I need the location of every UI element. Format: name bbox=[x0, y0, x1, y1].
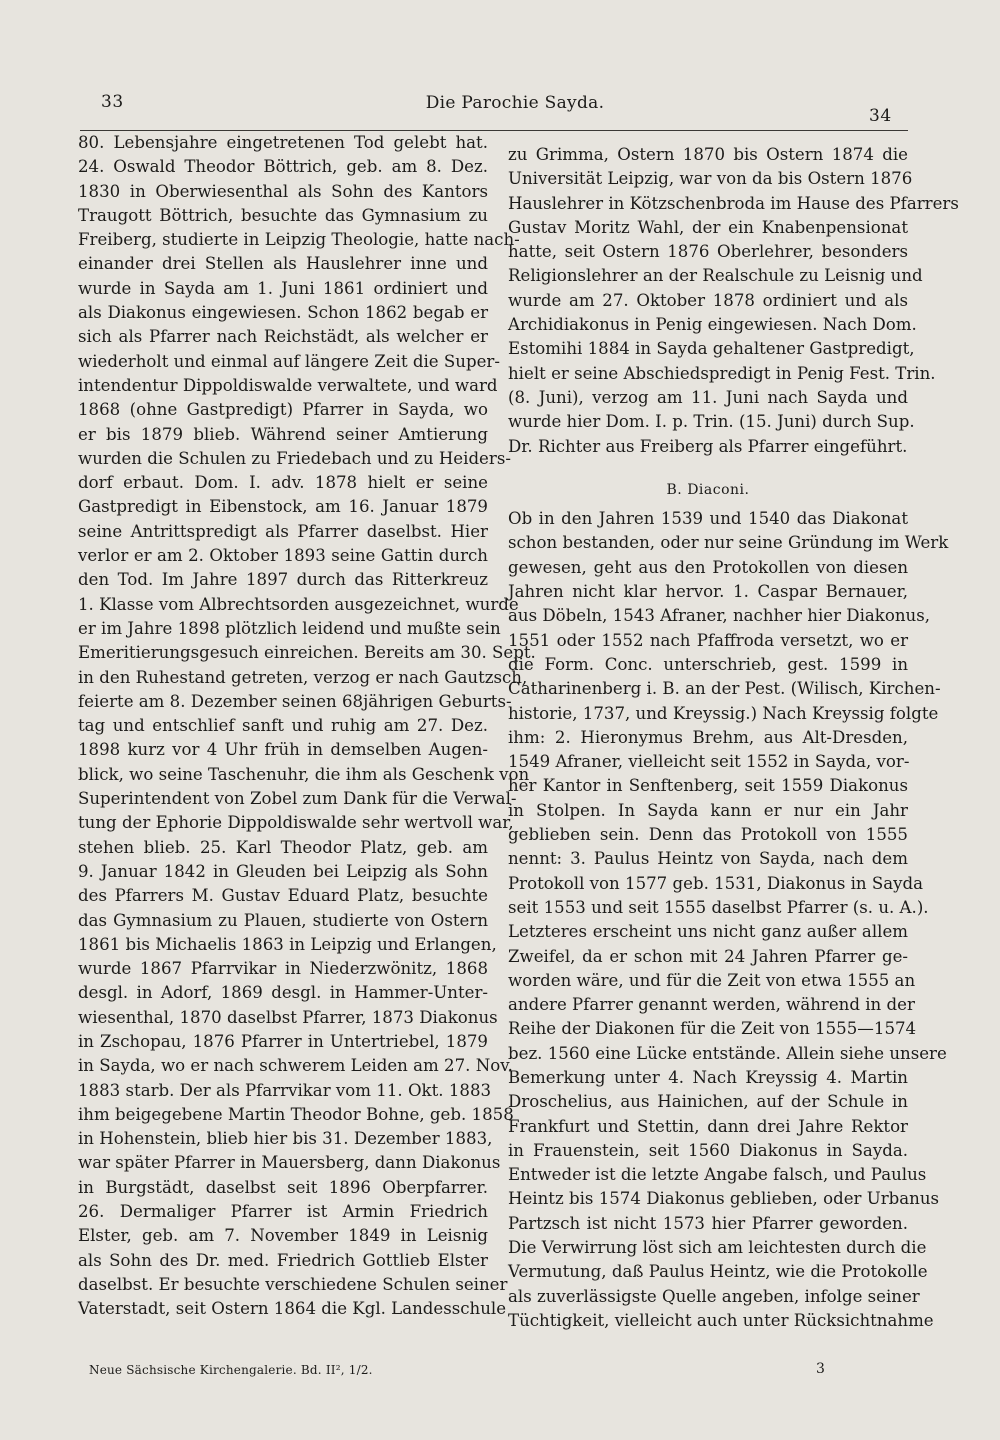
text-line: Bemerkung unter 4. Nach Kreyssig 4. Martin bbox=[508, 1067, 908, 1087]
text-line: 1. Klasse vom Albrechtsorden ausgezeichnet, wurde bbox=[78, 594, 519, 614]
text-line: in Sayda, wo er nach schwerem Leiden am 27. Nov. bbox=[78, 1056, 513, 1076]
text-line: er im Jahre 1898 plötzlich leidend und mußte sein bbox=[78, 618, 501, 638]
right-column-bottom bbox=[508, 507, 949, 1333]
text-line: Die Verwirrung löst sich am leichtesten durch die bbox=[508, 1238, 927, 1258]
text-line: dorf erbaut. Dom. I. adv. 1878 hielt er seine bbox=[78, 473, 488, 493]
text-line: desgl. in Adorf, 1869 desgl. in Hammer-Unter- bbox=[78, 983, 488, 1003]
text-line: (8. Juni), verzog am 11. Juni nach Sayda und bbox=[508, 387, 908, 407]
text-line: wurden die Schulen zu Friedebach und zu Heiders- bbox=[78, 448, 511, 468]
right-column-top bbox=[508, 143, 959, 459]
text-line: in Frauenstein, seit 1560 Diakonus in Sayda. bbox=[508, 1140, 908, 1160]
text-line: die Form. Conc. unterschrieb, gest. 1599 in bbox=[508, 654, 908, 674]
text-line: stehen blieb. 25. Karl Theodor Platz, geb. am bbox=[78, 837, 488, 857]
text-line: 1883 starb. Der als Pfarrvikar vom 11. Okt. 1883 bbox=[78, 1080, 492, 1100]
text-line: wurde am 27. Oktober 1878 ordiniert und als bbox=[508, 290, 908, 310]
text-line: aus Döbeln, 1543 Afraner, nachher hier Diakonus, bbox=[508, 606, 930, 626]
page-number-right: 34 bbox=[869, 106, 892, 126]
text-line: Elster, geb. am 7. November 1849 in Leisnig bbox=[78, 1226, 488, 1246]
text-line: nennt: 3. Paulus Heintz von Sayda, nach dem bbox=[508, 849, 908, 869]
text-line: Gastpredigt in Eibenstock, am 16. Januar 1879 bbox=[78, 497, 488, 517]
text-line: 1549 Afraner, vielleicht seit 1552 in Sayda, vor- bbox=[508, 752, 910, 772]
text-line: wurde in Sayda am 1. Juni 1861 ordiniert und bbox=[78, 278, 488, 298]
text-line: wurde hier Dom. I. p. Trin. (15. Juni) durch Sup. bbox=[508, 412, 915, 432]
text-line: Hauslehrer in Kötzschenbroda im Hause des Pfarrers bbox=[508, 193, 959, 213]
text-line: Reihe der Diakonen für die Zeit von 1555—1574 bbox=[508, 1019, 917, 1039]
text-line: Estomihi 1884 in Sayda gehaltener Gastpredigt, bbox=[508, 339, 915, 359]
text-line: als Sohn des Dr. med. Friedrich Gottlieb Elster bbox=[78, 1250, 488, 1270]
text-line: Letzteres erscheint uns nicht ganz außer allem bbox=[508, 922, 908, 942]
text-line: feierte am 8. Dezember seinen 68jährigen Geburts- bbox=[78, 691, 512, 711]
text-line: wiesenthal, 1870 daselbst Pfarrer, 1873 Diakonus bbox=[78, 1007, 498, 1027]
text-line: 9. Januar 1842 in Gleuden bei Leipzig als Sohn bbox=[78, 861, 488, 881]
text-line: andere Pfarrer genannt werden, während in der bbox=[508, 995, 915, 1015]
text-line: Partzsch ist nicht 1573 hier Pfarrer geworden. bbox=[508, 1213, 908, 1233]
text-line: 24. Oswald Theodor Böttrich, geb. am 8. Dez. bbox=[78, 157, 488, 177]
text-line: Gustav Moritz Wahl, der ein Knabenpensionat bbox=[508, 217, 908, 237]
text-line: Vaterstadt, seit Ostern 1864 die Kgl. Landesschule bbox=[78, 1299, 507, 1319]
right-column bbox=[508, 143, 959, 1333]
text-line: Droschelius, aus Hainichen, auf der Schule in bbox=[508, 1092, 908, 1112]
text-line: seit 1553 und seit 1555 daselbst Pfarrer (s. u. A.). bbox=[508, 897, 929, 917]
text-line: als zuverlässigste Quelle angeben, infolge seiner bbox=[508, 1286, 920, 1306]
text-line: worden wäre, und für die Zeit von etwa 1555 an bbox=[508, 970, 916, 990]
text-line: zu Grimma, Ostern 1870 bis Ostern 1874 die bbox=[508, 145, 908, 164]
text-line: er bis 1879 blieb. Während seiner Amtierung bbox=[78, 424, 488, 444]
text-line: das Gymnasium zu Plauen, studierte von Ostern bbox=[78, 910, 488, 930]
text-line: in Stolpen. In Sayda kann er nur ein Jahr bbox=[508, 800, 908, 820]
text-line: Freiberg, studierte in Leipzig Theologie, hatte nach- bbox=[78, 230, 520, 250]
text-line: als Diakonus eingewiesen. Schon 1862 begab er bbox=[78, 303, 488, 323]
text-line: Catharinenberg i. B. an der Pest. (Wilisch, Kirchen- bbox=[508, 679, 941, 699]
text-line: blick, wo seine Taschenuhr, die ihm als Geschenk von bbox=[78, 764, 530, 784]
text-line: in den Ruhestand getreten, verzog er nach Gautzsch, bbox=[78, 667, 528, 687]
text-line: wurde 1867 Pfarrvikar in Niederzwönitz, 1868 bbox=[78, 959, 488, 979]
text-line: geblieben sein. Denn das Protokoll von 1555 bbox=[508, 825, 908, 845]
text-line: tung der Ephorie Dippoldiswalde sehr wertvoll war, bbox=[78, 813, 514, 833]
text-line: bez. 1560 eine Lücke entstände. Allein siehe unsere bbox=[508, 1043, 947, 1063]
text-line: des Pfarrers M. Gustav Eduard Platz, besuchte bbox=[78, 886, 488, 906]
text-line: hielt er seine Abschiedspredigt in Penig Fest. Trin. bbox=[508, 363, 936, 383]
text-line: in Zschopau, 1876 Pfarrer in Untertriebel, 1879 bbox=[78, 1031, 488, 1051]
text-line: 1830 in Oberwiesenthal als Sohn des Kantors bbox=[78, 181, 488, 201]
text-line: tag und entschlief sanft und ruhig am 27. Dez. bbox=[78, 716, 488, 736]
text-line: Superintendent von Zobel zum Dank für die Verwal- bbox=[78, 789, 517, 809]
text-line: Ob in den Jahren 1539 und 1540 das Diakonat bbox=[508, 509, 908, 529]
text-line: her Kantor in Senftenberg, seit 1559 Diakonus bbox=[508, 776, 908, 796]
text-line: hatte, seit Ostern 1876 Oberlehrer, besonders bbox=[508, 242, 908, 262]
text-line: daselbst. Er besuchte verschiedene Schulen seiner bbox=[78, 1274, 508, 1294]
text-line: intendentur Dippoldiswalde verwaltete, und ward bbox=[78, 375, 498, 395]
text-line: 26. Dermaliger Pfarrer ist Armin Friedrich bbox=[78, 1202, 488, 1222]
signature-mark: 3 bbox=[816, 1361, 825, 1377]
text-line: gewesen, geht aus den Protokollen von diesen bbox=[508, 557, 908, 577]
footer-imprint: Neue Sächsische Kirchengalerie. Bd. II², 1/2. bbox=[89, 1363, 373, 1377]
page-number-left: 33 bbox=[101, 92, 124, 112]
text-line: war später Pfarrer in Mauersberg, dann Diakonus bbox=[78, 1153, 501, 1173]
text-line: einander drei Stellen als Hauslehrer inne und bbox=[78, 254, 488, 274]
section-heading: B. Diaconi. bbox=[666, 481, 750, 498]
text-line: Frankfurt und Stettin, dann drei Jahre Rektor bbox=[508, 1116, 908, 1136]
text-line: 1551 oder 1552 nach Pfaffroda versetzt, wo er bbox=[508, 630, 908, 650]
text-line: Heintz bis 1574 Diakonus geblieben, oder Urbanus bbox=[508, 1189, 940, 1209]
text-line: Universität Leipzig, war von da bis Ostern 1876 bbox=[508, 169, 913, 189]
text-line: Entweder ist die letzte Angabe falsch, und Paulus bbox=[508, 1165, 927, 1185]
text-line: Vermutung, daß Paulus Heintz, wie die Protokolle bbox=[508, 1262, 928, 1282]
text-line: schon bestanden, oder nur seine Gründung im Werk bbox=[508, 533, 949, 553]
text-line: wiederholt und einmal auf längere Zeit die Super- bbox=[78, 351, 500, 371]
text-line: 1898 kurz vor 4 Uhr früh in demselben Augen- bbox=[78, 740, 488, 760]
text-line: 1861 bis Michaelis 1863 in Leipzig und Erlangen, bbox=[78, 934, 497, 954]
text-line: sich als Pfarrer nach Reichstädt, als welcher er bbox=[78, 327, 488, 347]
text-line: verlor er am 2. Oktober 1893 seine Gattin durch bbox=[78, 546, 488, 566]
text-line: ihm: 2. Hieronymus Brehm, aus Alt-Dresden, bbox=[508, 727, 908, 747]
text-line: in Hohenstein, blieb hier bis 31. Dezember 1883, bbox=[78, 1129, 493, 1149]
text-line: Protokoll von 1577 geb. 1531, Diakonus in Sayda bbox=[508, 873, 924, 893]
text-line: Jahren nicht klar hervor. 1. Caspar Bernauer, bbox=[508, 582, 908, 602]
running-title: Die Parochie Sayda. bbox=[425, 93, 605, 113]
text-line: seine Antrittspredigt als Pfarrer daselbst. Hier bbox=[78, 521, 488, 541]
text-line: Dr. Richter aus Freiberg als Pfarrer eingeführt. bbox=[508, 436, 908, 456]
text-line: Religionslehrer an der Realschule zu Leisnig und bbox=[508, 266, 923, 286]
text-line: den Tod. Im Jahre 1897 durch das Ritterkreuz bbox=[78, 570, 488, 590]
left-column bbox=[78, 131, 536, 1322]
text-line: historie, 1737, und Kreyssig.) Nach Kreyssig folgte bbox=[508, 703, 939, 723]
text-line: Tüchtigkeit, vielleicht auch unter Rücksichtnahme bbox=[508, 1310, 934, 1330]
text-line: Archidiakonus in Penig eingewiesen. Nach Dom. bbox=[508, 315, 917, 335]
text-line: Zweifel, da er schon mit 24 Jahren Pfarrer ge- bbox=[508, 946, 908, 966]
text-line: 80. Lebensjahre eingetretenen Tod gelebt hat. bbox=[78, 133, 488, 152]
text-line: 1868 (ohne Gastpredigt) Pfarrer in Sayda, wo bbox=[78, 400, 488, 420]
text-line: Traugott Böttrich, besuchte das Gymnasium zu bbox=[78, 205, 488, 225]
text-line: Emeritierungsgesuch einreichen. Bereits am 30. Sept. bbox=[78, 643, 536, 663]
text-line: in Burgstädt, daselbst seit 1896 Oberpfarrer. bbox=[78, 1177, 488, 1197]
text-line: ihm beigegebene Martin Theodor Bohne, geb. 1858 bbox=[78, 1104, 514, 1124]
